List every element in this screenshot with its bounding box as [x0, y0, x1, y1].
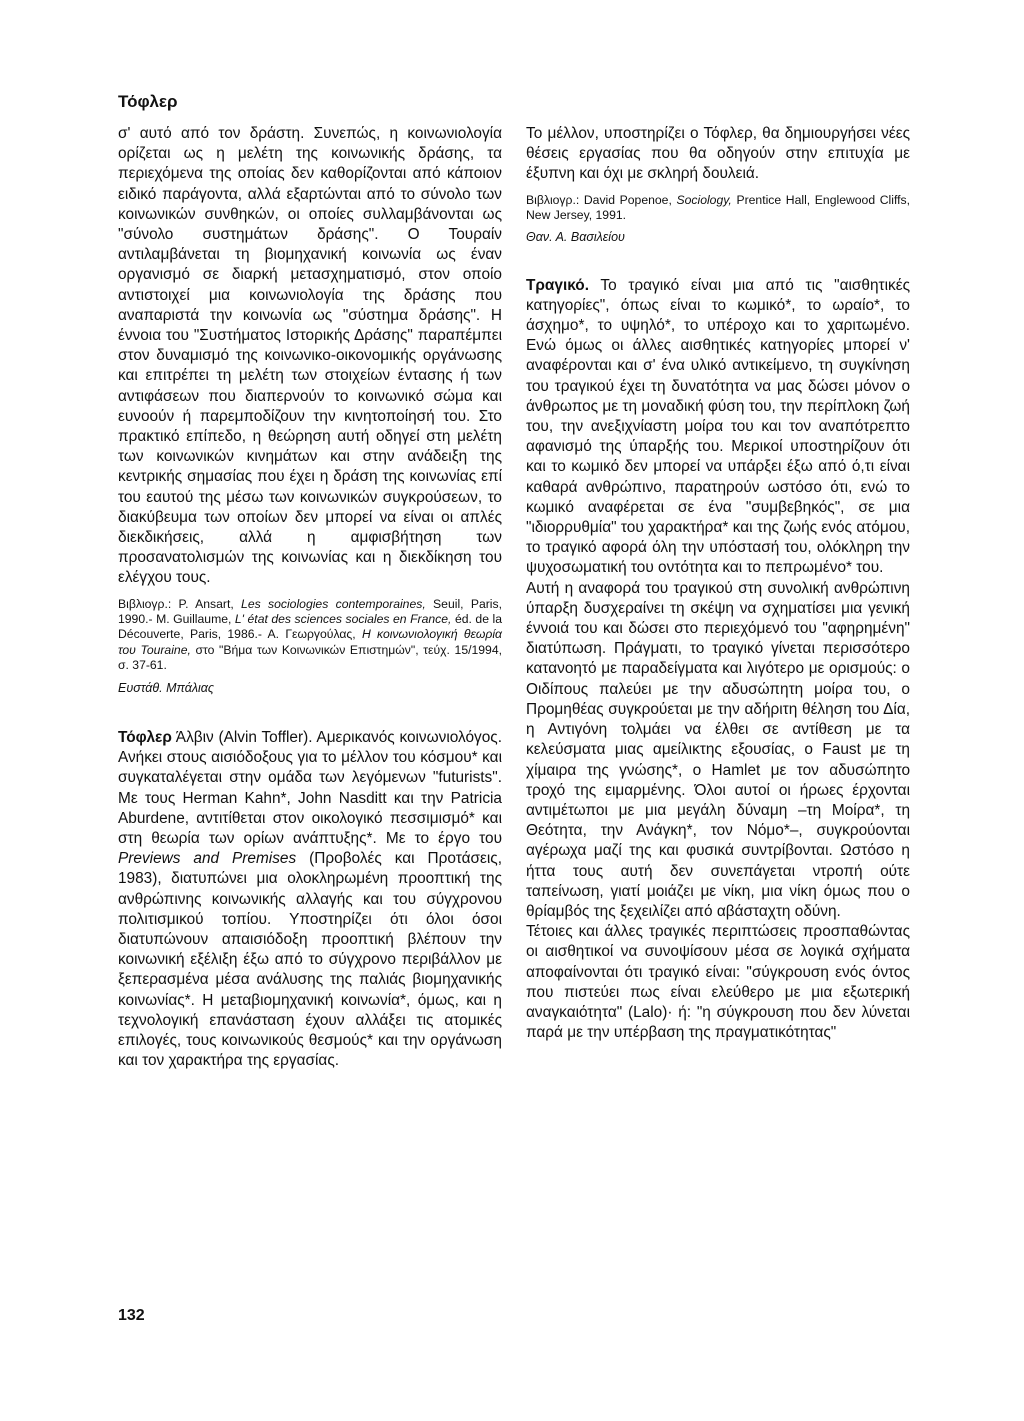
- biblio-text: Βιβλιογρ.: P. Ansart,: [118, 596, 242, 611]
- tragic-entry: [526, 276, 910, 579]
- entry-headword: Τόφλερ: [118, 728, 172, 746]
- entry-work-title: Previews and Premises: [118, 850, 297, 868]
- biblio-title: Η κοινωνιολογική θεωρία του Touraine,: [118, 627, 503, 657]
- right-column: [526, 124, 910, 1043]
- entry-text: Το τραγικό είναι μια από τις "αισθητικές κατηγορίες", όπως είναι το κωμικό*, το ωραίο*, το άσχημο*, το υψηλό*, το υπέροχο και το χαριτωμένο. Ενώ όμως οι άλλες αισθητικές κατηγορίες μπορεί ν' αναφέρονται και σ' ένα υλικό αντικείμενο, τη συγκίνηση του τραγικού έχει τη δυνατότητα να μας δώσει μόνον ο άνθρωπος με τη μοναδική φύση του, την περίπλοκη ζωή του, την ανεξιχνίαστη μοίρα του και τον αναπότρεπτο αφανισμό της ύπαρξής του. Μερικοί υποστηρίζουν ότι και το κωμικό δεν μπορεί να υπάρξει έξω από ό,τι είναι καθαρά ανθρώπινο, παρατηρούν ωστόσο ότι, ενώ το κωμικό αναφέρεται σε ένα "συμβεβηκός", σε μια "ιδιορρυθμία" του χαρακτήρα* και της ζωής ενός ατόμου, το τραγικό αφορά όλη την υπόστασή του, ολόκληρη την ψυχοσωματική του οντότητα και το πεπρωμένο* του.: [526, 276, 910, 577]
- tragic-paragraph-3: Τέτοιες και άλλες τραγικές περιπτώσεις προσπαθώντας οι αισθητικοί να συνοψίσουν μέσα σε λογικά σχήματα αποφαίνονται ότι τραγικό είναι: "σύγκρουση ενός όντος που πιστεύει πως είναι ελεύθερο με μια εξωτερική αναγκαιότητα" (Lalo)· ή: "η σύγκρουση που δεν λύνεται παρά με την υπέρβαση της πραγματικότητας": [526, 923, 910, 1042]
- tragic-paragraph-2: Αυτή η αναφορά του τραγικού στη συνολική ανθρώπινη ύπαρξη δυσχεραίνει τη σκέψη να σχηματίσει μια γενική έννοιά του και δώσει στο περιεχόμενό του "αφηρημένη" διατύπωση. Πράγματι, το τραγικό γίνεται περισσότερο κατανοητό με παραδείγματα και λιγότερο με ορισμούς: ο Οιδίπους παλεύει με την αδυσώπητη μοίρα του, ο Προμηθέας συγκρούεται με την αδήριτη θέληση του Δία, η Αντιγόνη τολμάει να έλθει σε αντίθεση με τα κελεύσματα μιας αμείλικτης εξουσίας, ο Faust με τη χίμαιρα της γνώσης*, ο Hamlet με τον αδυσώπητο τροχό της ειμαρμένης. Όλοι αυτοί οι ήρωες έρχονται αντιμέτωποι με μια μεγάλη δύναμη –τη Μοίρα*, τη Θεότητα, την Ανάγκη*, τον Νόμο*–, συγκρούονται αγέρωχα μαζί της και φυσικά συντρίβονται. Ωστόσο η ήττα τους αυτή δεν συνεπάγεται ντροπή ούτε ταπείνωση, γιατί μοιάζει με νίκη, μια νίκη όμως που ο θρίαμβός της ξεχειλίζει από αβάσταχτη οδύνη.: [526, 579, 910, 920]
- biblio-text: éd. de la Découverte, Paris, 1986.- A. Γεωργούλας,: [118, 612, 502, 642]
- left-column: [118, 124, 502, 1071]
- biblio-text: Seuil, Paris, 1990.- M. Guillaume,: [118, 596, 502, 627]
- sociology-paragraph: σ' αυτό από τον δράστη. Συνεπώς, η κοινωνιολογία ορίζεται ως η μελέτη της κοινωνικής δράσης, τα περιεχόμενα της οποίας δεν καθορίζονται από κάποιον ειδικό παράγοντα, αλλά εξαρτώνται από το σύνολο των κοινωνικών συνθηκών, οι οποίες συλλαμβάνονται ως "σύνολο συστημάτων δράσης". Ο Τουραίν αντιλαμβάνεται τη βιομηχανική κοινωνία ως έναν οργανισμό σε διαρκή μετασχηματισμό, στον οποίο αντιστοιχεί μια κοινωνιολογία της δράσης που αναπαριστά την κοινωνία ως "σύστημα δράσης". Η έννοια του "Συστήματος Ιστορικής Δράσης" παραπέμπει στον δυναμισμό της κοινωνικο-οικονομικής οργάνωσης και επιτρέπει τη μελέτη των στοιχείων έντασης ή των αντιφάσεων που διαπερνούν το κοινωνικό σώμα και ευνοούν ή παρεμποδίζουν την κινητοποίησή του. Στο πρακτικό επίπεδο, η θεώρηση αυτή οδηγεί στη μελέτη των κοινωνικών κινημάτων και στην ανάδειξη της κεντρικής σημασίας που έχει η δράση της κοινωνίας επί του εαυτού της μέσω των κοινωνικών συγκρούσεων, το διακύβευμα των οποίων δεν μπορεί να είναι οι απλές διεκδικήσεις, αλλά η αμφισβήτηση των προσανατολισμών της κοινωνίας και η διεκδίκηση του ελέγχου τους.: [118, 125, 502, 587]
- biblio-text: στο "Βήμα των Κοινωνικών Επιστημών", τεύχ. 15/1994, σ. 37-61.: [118, 642, 502, 673]
- bibliography-popenoe: [526, 193, 910, 224]
- running-head: Τόφλερ: [118, 92, 178, 111]
- biblio-text: Βιβλιογρ.: David Popenoe,: [526, 192, 677, 207]
- author-signature: Ευστάθ. Μπάλιας: [118, 680, 214, 695]
- author-signature: Θαν. Α. Βασιλείου: [526, 230, 625, 245]
- toffler-conclusion: Το μέλλον, υποστηρίζει ο Τόφλερ, θα δημιουργήσει νέες θέσεις εργασίας που θα οδηγούν στην επιτυχία με έξυπνη και όχι με σκληρή δουλειά.: [526, 125, 910, 183]
- biblio-text: Prentice Hall, Englewood Cliffs, New Jersey, 1991.: [526, 192, 910, 223]
- entry-text: Άλβιν (Alvin Toffler). Αμερικανός κοινωνιολόγος. Ανήκει στους αισιόδοξους για το μέλλον του κόσμου* και συγκαταλέγεται στην ομάδα των λεγόμενων "futurists". Με τους Herman Kahn*, John Nasditt και την Patricia Aburdene, αντιτίθεται στον οικολογικό πεσσιμισμό* και στη θεωρία των ορίων ανάπτυξης*. Με το έργο του: [118, 728, 502, 847]
- entry-headword: Τραγικό.: [526, 276, 589, 294]
- biblio-title: Les sociologies contemporaines,: [241, 596, 426, 611]
- page-number: 132: [118, 1307, 145, 1324]
- biblio-title: Sociology,: [676, 192, 732, 207]
- entry-text: (Προβολές και Προτάσεις, 1983), διατυπώνει μια ολοκληρωμένη προοπτική της ανθρώπινης κοινωνικής αλλαγής και του σύγχρονου πολιτισμικού τοπίου. Υποστηρίζει ότι όλοι όσοι διατυπώνουν απαισιόδοξη προοπτική βλέπουν την κοινωνική εξέλιξη έξω από το σύγχρονο περιβάλλον με ξεπερασμένα μέσα ανάλυσης της παλιάς βιομηχανικής κοινωνίας*. Η μεταβιομηχανική κοινωνία*, όμως, και η τεχνολογική επανάσταση έχουν αλλάξει τις ατομικές επιλογές, τους κοινωνικούς θεσμούς* και την οργάνωση και τον χαρακτήρα της εργασίας.: [118, 850, 502, 1070]
- bibliography-touraine: [118, 597, 502, 674]
- biblio-title: L' état des sciences sociales en France,: [234, 612, 452, 627]
- toffler-entry: [118, 728, 502, 1071]
